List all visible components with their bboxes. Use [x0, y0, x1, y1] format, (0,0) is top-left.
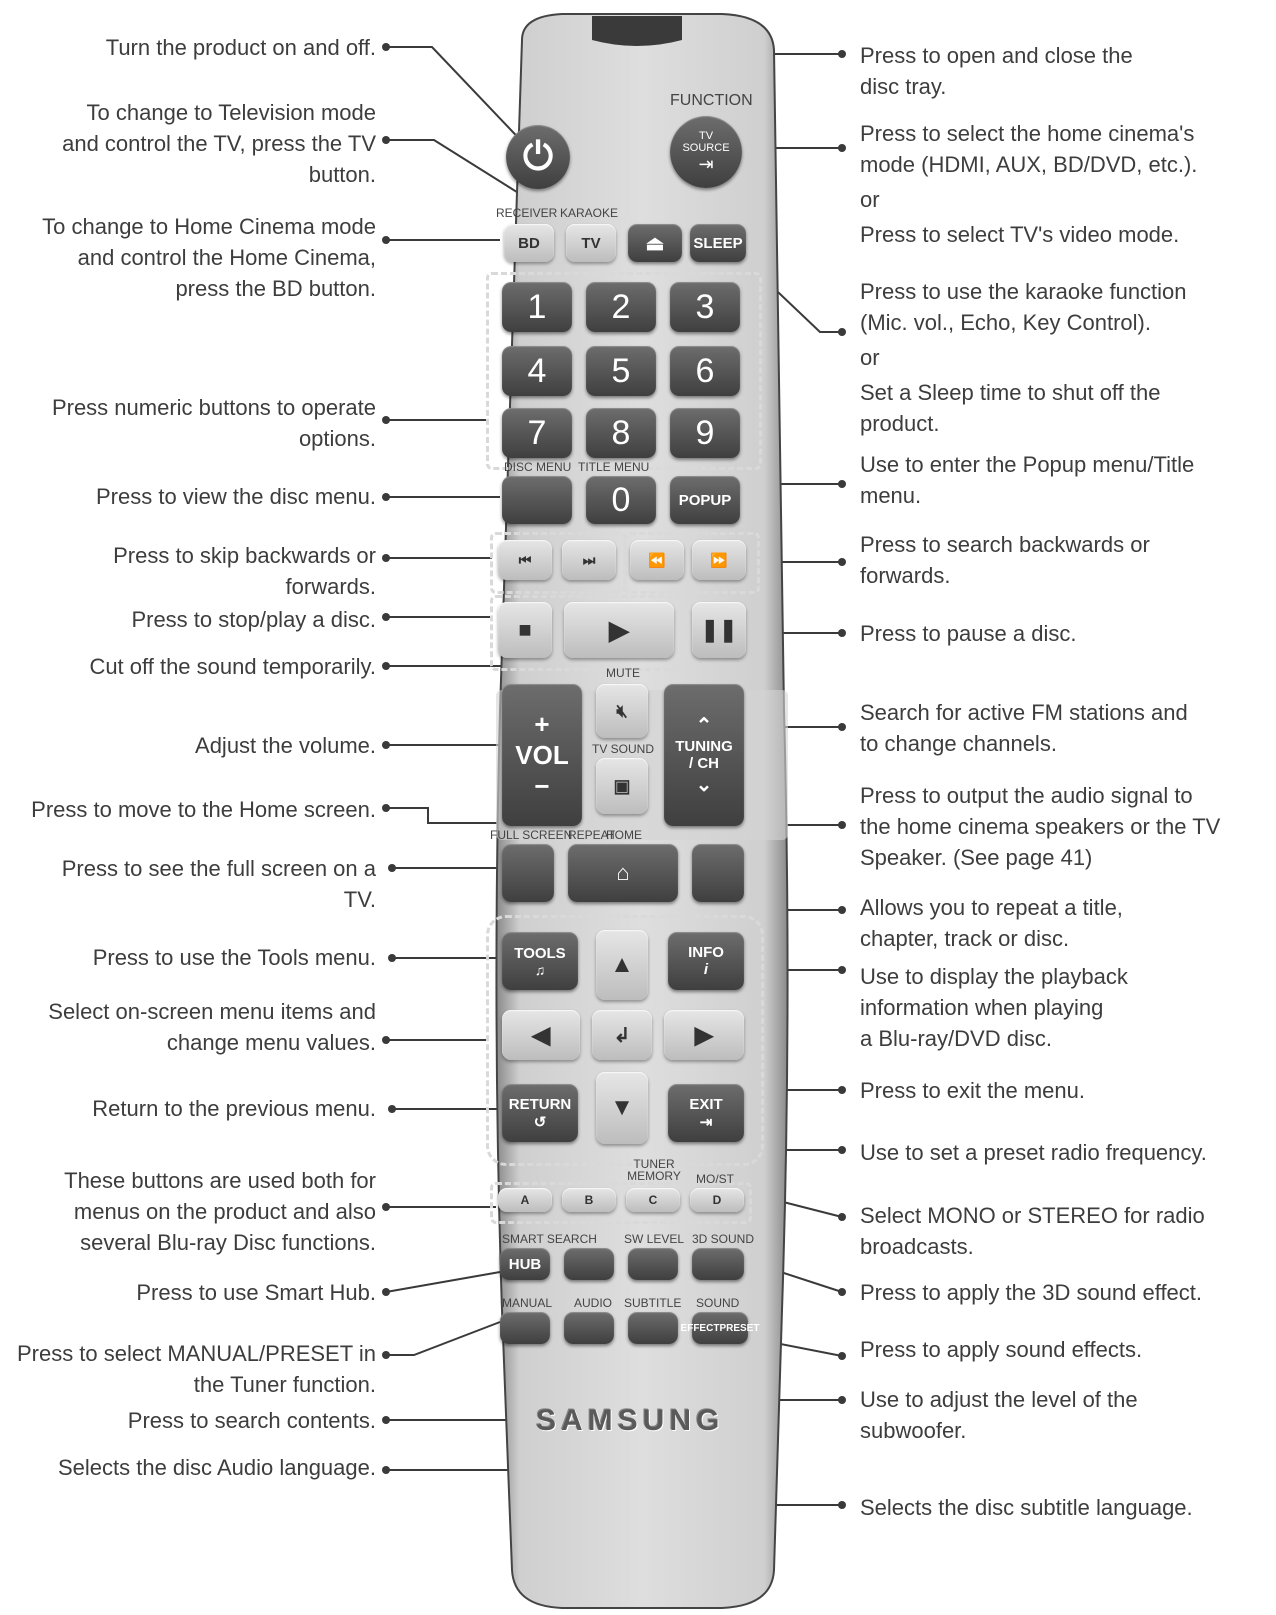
- remote-control: [482, 10, 802, 1610]
- callout-line: Use to adjust the level of the: [860, 1387, 1138, 1412]
- subtitle-label: SUBTITLE: [624, 1296, 682, 1310]
- callout-line: a Blu-ray/DVD disc.: [860, 1026, 1052, 1051]
- full-screen-label: FULL SCREEN: [490, 828, 573, 842]
- callout-soundeffect: [860, 1334, 1142, 1365]
- callout-numeric: [52, 392, 376, 454]
- leader-dot-function: [838, 144, 846, 152]
- callout-line: Adjust the volume.: [195, 733, 376, 758]
- volume-rocker[interactable]: [502, 684, 582, 826]
- callout-sleep: [860, 276, 1187, 439]
- callout-line: Press to view the disc menu.: [95, 484, 376, 509]
- repeat-label: REPEAT: [568, 828, 616, 842]
- subtitle-button[interactable]: [628, 1312, 678, 1344]
- callout-audio: [58, 1452, 376, 1483]
- manual-button[interactable]: [500, 1312, 550, 1344]
- callout-line: disc tray.: [860, 74, 947, 99]
- sound-effect-button[interactable]: [680, 1312, 760, 1344]
- smart-search-button[interactable]: [564, 1248, 614, 1280]
- tv-source-button[interactable]: [670, 116, 742, 188]
- callout-tuning: [860, 697, 1188, 759]
- callout-line: information when playing: [860, 995, 1104, 1020]
- callout-swlevel: [860, 1384, 1138, 1446]
- function-label: FUNCTION: [670, 92, 753, 109]
- tv-source-label-top: TV: [698, 129, 714, 142]
- callout-line: the home cinema speakers or the TV: [860, 814, 1221, 839]
- d-button[interactable]: D: [690, 1188, 744, 1212]
- leader-dot-tvsound: [838, 821, 846, 829]
- fast-forward-button[interactable]: [692, 540, 746, 580]
- callout-line: Allows you to repeat a title,: [860, 895, 1123, 920]
- callout-line: Press to stop/play a disc.: [131, 607, 376, 632]
- leader-dot-subtitle: [838, 1501, 846, 1509]
- manual-label: MANUAL: [502, 1296, 553, 1310]
- leader-dot-audio: [382, 1466, 390, 1474]
- callout-or: or: [860, 187, 880, 212]
- callout-line: broadcasts.: [860, 1234, 974, 1259]
- input-icon: ⇥: [698, 153, 714, 174]
- effect-label: EFFECT: [680, 1322, 720, 1334]
- tv-sound-label: TV SOUND: [592, 742, 655, 756]
- callout-line: menus on the product and also: [73, 1199, 376, 1224]
- up-arrow-button[interactable]: [596, 930, 648, 1000]
- callout-line: to change channels.: [860, 731, 1057, 756]
- tv-button[interactable]: TV: [566, 224, 616, 262]
- callout-line: TV.: [343, 887, 376, 912]
- callout-power: [106, 32, 376, 63]
- pause-icon: ❚❚: [700, 617, 738, 642]
- stop-icon: ■: [518, 617, 532, 642]
- leader-dot-home: [382, 804, 390, 812]
- home-button[interactable]: [568, 844, 678, 902]
- callout-abcd: [64, 1165, 376, 1258]
- callout-manual: [17, 1338, 376, 1400]
- leader-dot-searchbf: [838, 558, 846, 566]
- callout-select: [48, 996, 376, 1058]
- callout-line: Selects the disc Audio language.: [57, 1455, 376, 1480]
- callout-line: Press to select TV's video mode.: [860, 222, 1180, 247]
- callout-volume: [195, 730, 376, 761]
- channel-up-icon: ⌃: [695, 715, 713, 737]
- leader-dot-info: [838, 966, 846, 974]
- leader-dot-soundeffect: [838, 1352, 846, 1360]
- tv-source-label-bottom: SOURCE: [682, 141, 730, 154]
- callout-line: mode (HDMI, AUX, BD/DVD, etc.).: [860, 152, 1198, 177]
- fast-forward-icon: ⏩: [710, 551, 728, 568]
- callout-line: Select on-screen menu items and: [48, 999, 376, 1024]
- callout-line: menu.: [860, 483, 922, 508]
- pause-button[interactable]: [692, 602, 746, 658]
- callout-discmenu: [96, 481, 376, 512]
- callout-monost: [860, 1200, 1205, 1262]
- digit-2-button[interactable]: 2: [586, 282, 656, 332]
- callout-line: Selects the disc subtitle language.: [860, 1495, 1193, 1520]
- leader-dot-monost: [838, 1213, 846, 1221]
- volume-up-icon: +: [534, 708, 550, 739]
- left-arrow-icon: ◀: [531, 1021, 551, 1049]
- tv-icon: ▣: [613, 775, 631, 796]
- digit-1-button[interactable]: 1: [502, 282, 572, 332]
- right-arrow-button[interactable]: [664, 1010, 744, 1060]
- callout-line: forwards.: [860, 563, 951, 588]
- rewind-button[interactable]: [630, 540, 684, 580]
- callout-line: the Tuner function.: [193, 1372, 376, 1397]
- hub-button[interactable]: HUB: [500, 1248, 550, 1280]
- tv-sound-button[interactable]: [596, 758, 648, 814]
- a-button[interactable]: A: [498, 1188, 552, 1212]
- callout-line: forwards.: [285, 574, 376, 599]
- sw-level-label: SW LEVEL: [624, 1232, 685, 1246]
- callout-line: Press to apply sound effects.: [860, 1337, 1143, 1362]
- mute-button[interactable]: [596, 684, 648, 738]
- digit-8-button[interactable]: 8: [586, 408, 656, 458]
- return-icon: ↺: [533, 1113, 547, 1131]
- callout-line: and control the Home Cinema,: [77, 245, 376, 270]
- callout-line: (Mic. vol., Echo, Key Control).: [860, 310, 1151, 335]
- enter-button[interactable]: [592, 1010, 652, 1060]
- volume-down-icon: −: [534, 770, 550, 801]
- tuning-label-top: TUNING: [675, 738, 733, 755]
- callout-skip: [113, 540, 376, 602]
- callout-line: subwoofer.: [860, 1418, 967, 1443]
- callout-line: Select MONO or STEREO for radio: [860, 1203, 1205, 1228]
- leader-dot-3dsound: [838, 1288, 846, 1296]
- callout-searchbf: [860, 529, 1150, 591]
- callout-line: Press to search backwards or: [860, 532, 1150, 557]
- callout-line: Press to open and close the: [860, 43, 1133, 68]
- home-label: HOME: [606, 828, 642, 842]
- callout-line: chapter, track or disc.: [860, 926, 1070, 951]
- play-button[interactable]: [564, 602, 674, 658]
- popup-button[interactable]: POPUP: [670, 476, 740, 524]
- digit-6-button[interactable]: 6: [670, 346, 740, 396]
- leader-dot-repeat: [838, 906, 846, 914]
- info-label: INFO: [688, 944, 724, 961]
- leader-dot-fullscreen: [388, 864, 396, 872]
- 3d-sound-label: 3D SOUND: [692, 1232, 755, 1246]
- tuning-rocker[interactable]: [664, 684, 744, 826]
- callout-line: To change to Television mode: [86, 100, 376, 125]
- receiver-label: RECEIVER: [496, 206, 558, 220]
- leader-dot-discmenu: [382, 493, 390, 501]
- skip-forward-icon: ⏭: [582, 551, 596, 568]
- callout-line: Press to pause a disc.: [860, 621, 1077, 646]
- down-arrow-button[interactable]: [596, 1072, 648, 1144]
- callout-pause: [860, 618, 1076, 649]
- sleep-button[interactable]: SLEEP: [690, 224, 746, 262]
- info-icon: i: [703, 961, 709, 978]
- callout-line: Press to use Smart Hub.: [136, 1280, 376, 1305]
- power-button[interactable]: ⏻: [506, 125, 570, 189]
- channel-down-icon: ⌄: [695, 774, 713, 796]
- callout-home: [31, 794, 376, 825]
- callout-info: [860, 961, 1128, 1054]
- volume-label: VOL: [515, 739, 569, 770]
- digit-0-button[interactable]: 0: [586, 476, 656, 524]
- leader-dot-sleep: [838, 328, 846, 336]
- mute-icon: 🔇︎: [616, 700, 628, 721]
- callout-or: or: [860, 345, 880, 370]
- disc-menu-button[interactable]: [502, 476, 572, 524]
- mo-st-label: MO/ST: [696, 1172, 734, 1186]
- skip-back-icon: ⏮: [518, 551, 532, 568]
- eject-icon: ⏏: [645, 232, 665, 255]
- eject-button[interactable]: [628, 224, 682, 262]
- leader-dot-exit: [838, 1086, 846, 1094]
- leader-dot-swlevel: [838, 1396, 846, 1404]
- callout-line: Use to enter the Popup menu/Title: [860, 452, 1195, 477]
- digit-4-button[interactable]: 4: [502, 346, 572, 396]
- leader-dot-tv: [382, 136, 390, 144]
- enter-icon: ↲: [613, 1024, 631, 1047]
- callout-line: Press to select MANUAL/PRESET in: [16, 1341, 376, 1366]
- callout-line: Press to search contents.: [127, 1408, 376, 1433]
- leader-dot-pause: [838, 629, 846, 637]
- preset-label: PRESET: [719, 1322, 760, 1334]
- digit-7-button[interactable]: 7: [502, 408, 572, 458]
- left-arrow-button[interactable]: [502, 1010, 580, 1060]
- callout-line: Use to set a preset radio frequency.: [860, 1140, 1207, 1165]
- digit-5-button[interactable]: 5: [586, 346, 656, 396]
- callout-line: Press to apply the 3D sound effect.: [860, 1280, 1203, 1305]
- leader-dot-abcd: [382, 1203, 390, 1211]
- right-arrow-icon: ▶: [694, 1021, 714, 1049]
- leader-dot-tuning: [838, 723, 846, 731]
- callout-line: and control the TV, press the TV: [62, 131, 376, 156]
- callout-line: These buttons are used both for: [64, 1168, 376, 1193]
- tools-label: TOOLS: [514, 944, 566, 962]
- callout-line: press the BD button.: [175, 276, 376, 301]
- callout-line: change menu values.: [166, 1030, 376, 1055]
- leader-dot-manual: [382, 1351, 390, 1359]
- mute-label: MUTE: [606, 666, 640, 680]
- callout-return: [92, 1093, 376, 1124]
- callout-line: Press to use the karaoke function: [860, 279, 1187, 304]
- callout-line: Press to output the audio signal to: [860, 783, 1193, 808]
- smart-search-label: SMART SEARCH: [502, 1232, 597, 1246]
- 3d-sound-button[interactable]: [692, 1248, 744, 1280]
- leader-dot-numeric: [382, 416, 390, 424]
- leader-dot-tunermemory: [838, 1146, 846, 1154]
- callout-line: Set a Sleep time to shut off the: [860, 380, 1161, 405]
- digit-3-button[interactable]: 3: [670, 282, 740, 332]
- callout-fullscreen: [62, 853, 376, 915]
- c-button[interactable]: C: [626, 1188, 680, 1212]
- b-button[interactable]: B: [562, 1188, 616, 1212]
- callout-popup: [860, 449, 1194, 511]
- leader-dot-return: [388, 1105, 396, 1113]
- exit-button[interactable]: [668, 1084, 744, 1142]
- callout-line: Speaker. (See page 41): [860, 845, 1093, 870]
- down-arrow-icon: ▼: [610, 1094, 634, 1121]
- leader-dot-skip: [382, 554, 390, 562]
- leader-dot-eject: [838, 50, 846, 58]
- leader-dot-volume: [382, 741, 390, 749]
- tools-button[interactable]: [502, 932, 578, 990]
- up-arrow-icon: ▲: [610, 951, 634, 978]
- leader-dot-select: [382, 1036, 390, 1044]
- leader-dot-bd: [382, 236, 390, 244]
- callout-function: [860, 118, 1197, 250]
- tuner-memory-label: TUNER MEMORY: [627, 1157, 681, 1183]
- leader-dot-search: [382, 1416, 390, 1424]
- karaoke-label: KARAOKE: [560, 206, 619, 220]
- callout-line: Turn the product on and off.: [105, 35, 376, 60]
- exit-label: EXIT: [689, 1095, 723, 1113]
- callout-search: [128, 1405, 376, 1436]
- callout-line: Return to the previous menu.: [92, 1096, 376, 1121]
- callout-line: product.: [860, 411, 940, 436]
- callout-tunermemory: [860, 1137, 1207, 1168]
- play-icon: ▶: [609, 614, 629, 645]
- callout-exit: [860, 1075, 1085, 1106]
- sound-label: SOUND: [696, 1296, 740, 1310]
- skip-forward-button[interactable]: [562, 540, 616, 580]
- disc-menu-label: DISC MENU: [504, 460, 572, 474]
- callout-line: Press to use the Tools menu.: [92, 945, 376, 970]
- audio-label: AUDIO: [574, 1296, 613, 1310]
- leader-dot-mute: [382, 662, 390, 670]
- return-button[interactable]: [502, 1084, 578, 1142]
- bd-button[interactable]: BD: [504, 224, 554, 262]
- callout-tvsound: [860, 780, 1220, 873]
- callout-line: options.: [298, 426, 376, 451]
- callout-line: button.: [308, 162, 376, 187]
- callout-eject: [860, 40, 1133, 102]
- full-screen-button[interactable]: [502, 844, 554, 902]
- callout-line: To change to Home Cinema mode: [42, 214, 376, 239]
- leader-dot-hub: [382, 1288, 390, 1296]
- skip-back-button[interactable]: [498, 540, 552, 580]
- callout-line: Search for active FM stations and: [860, 700, 1188, 725]
- tools-icon: ♫: [534, 961, 546, 978]
- tuning-label-bottom: / CH: [689, 755, 719, 772]
- stop-button[interactable]: [498, 602, 552, 658]
- callout-bd: [42, 211, 376, 304]
- callout-line: Cut off the sound temporarily.: [89, 654, 376, 679]
- callout-line: Press to exit the menu.: [860, 1078, 1085, 1103]
- callout-subtitle: [860, 1492, 1193, 1523]
- leader-dot-popup: [838, 480, 846, 488]
- callout-stopplay: [131, 604, 376, 635]
- return-label: RETURN: [508, 1095, 572, 1113]
- leader-dot-stopplay: [382, 613, 390, 621]
- callout-3dsound: [860, 1277, 1202, 1308]
- exit-icon: ⇥: [699, 1113, 713, 1131]
- callout-line: Press numeric buttons to operate: [51, 395, 376, 420]
- audio-button[interactable]: [564, 1312, 614, 1344]
- sw-level-button[interactable]: [628, 1248, 678, 1280]
- callout-line: Press to move to the Home screen.: [31, 797, 376, 822]
- callout-line: Press to skip backwards or: [113, 543, 376, 568]
- callout-line: Press to select the home cinema's: [860, 121, 1195, 146]
- callout-line: several Blu-ray Disc functions.: [80, 1230, 376, 1255]
- info-button[interactable]: [668, 932, 744, 990]
- home-icon: ⌂: [616, 860, 630, 885]
- callout-tv: [62, 97, 376, 190]
- title-menu-label: TITLE MENU: [578, 460, 650, 474]
- callout-line: Use to display the playback: [860, 964, 1128, 989]
- leader-dot-power: [382, 43, 390, 51]
- digit-9-button[interactable]: 9: [670, 408, 740, 458]
- callout-hub: [136, 1277, 376, 1308]
- callout-mute: [89, 651, 376, 682]
- callout-repeat: [860, 892, 1123, 954]
- callout-line: Press to see the full screen on a: [61, 856, 376, 881]
- callout-tools: [93, 942, 376, 973]
- repeat-button[interactable]: [692, 844, 744, 902]
- rewind-icon: ⏪: [648, 551, 666, 568]
- brand-logo: SAMSUNG: [536, 1404, 725, 1437]
- leader-dot-tools: [388, 954, 396, 962]
